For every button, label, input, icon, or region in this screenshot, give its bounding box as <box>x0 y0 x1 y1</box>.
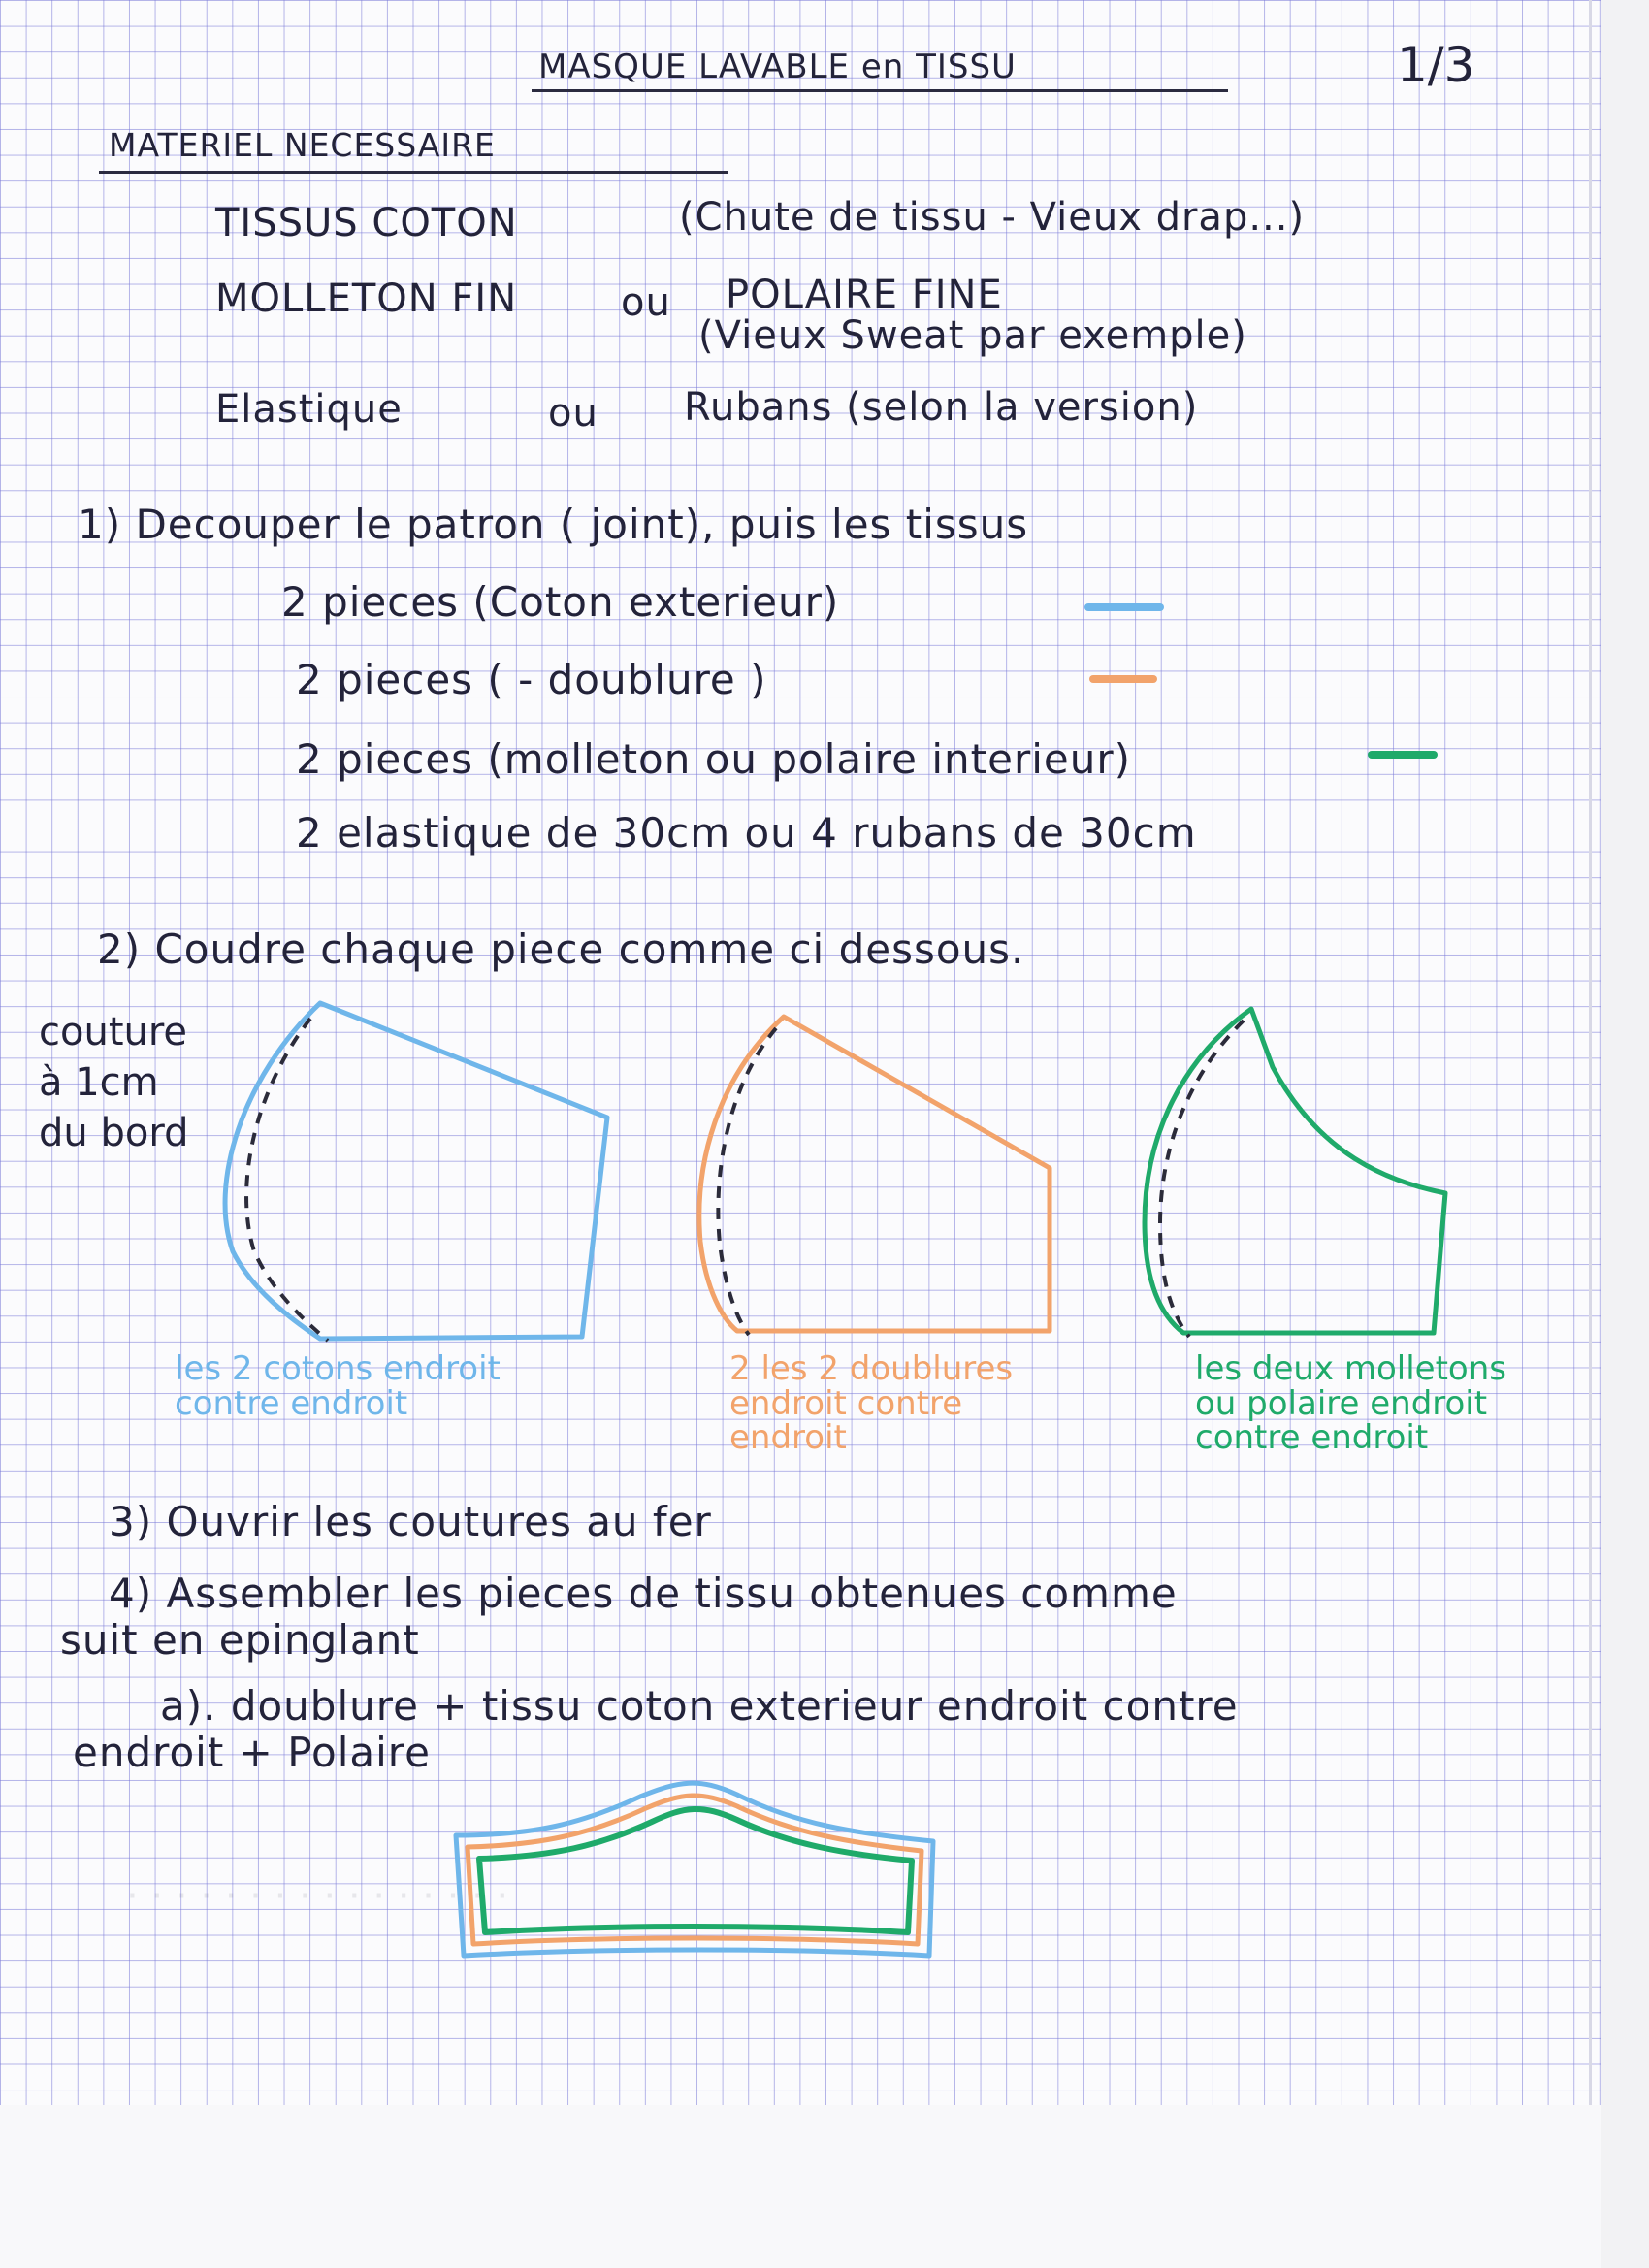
materials-heading: MATERIEL NECESSAIRE <box>109 126 496 164</box>
material-polaire-note: (Vieux Sweat par exemple) <box>698 313 1247 358</box>
blue-pattern-piece <box>225 1003 607 1339</box>
assembled-orange-layer <box>468 1796 922 1944</box>
step-1: 1) Decouper le patron ( joint), puis les tissus <box>78 501 1029 548</box>
step-1-item-1: 2 pieces (Coton exterieur) <box>281 578 840 626</box>
bleed-through-text: · · · · · · · · · · · · · · · · <box>126 1872 509 1917</box>
material-elastic: Elastique <box>215 387 403 432</box>
material-ribbons: Rubans (selon la version) <box>684 385 1199 430</box>
caption-orange: 2 les 2 doublures endroit contre endroit <box>729 1349 1014 1458</box>
material-polaire: POLAIRE FINE <box>726 273 1003 317</box>
step-1-item-4: 2 elastique de 30cm ou 4 rubans de 30cm <box>296 809 1197 857</box>
page-title: MASQUE LAVABLE en TISSU <box>538 48 1017 86</box>
step-1-item-3: 2 pieces (molleton ou polaire interieur) <box>296 735 1131 783</box>
caption-green: les deux molletons ou polaire endroit contre endroit <box>1195 1349 1506 1458</box>
material-molleton: MOLLETON FIN <box>215 276 518 321</box>
material-cotton-note: (Chute de tissu - Vieux drap...) <box>679 195 1306 240</box>
step-2: 2) Coudre chaque piece comme ci dessous. <box>97 925 1025 973</box>
step-4: 4) Assembler les pieces de tissu obtenues comme <box>109 1570 1178 1617</box>
step-4-cont: suit en epinglant <box>60 1616 420 1664</box>
step-1-item-2: 2 pieces ( - doublure ) <box>296 656 767 703</box>
step-4a: a). doublure + tissu coton exterieur endroit contre <box>160 1682 1239 1730</box>
material-cotton: TISSUS COTON <box>215 201 518 245</box>
material-elastic-or: ou <box>548 391 598 436</box>
green-pattern-piece <box>1145 1009 1445 1333</box>
blue-seam-line <box>246 1019 328 1341</box>
green-seam-line <box>1160 1021 1244 1337</box>
step-3: 3) Ouvrir les coutures au fer <box>109 1498 712 1545</box>
step-4a-cont: endroit + Polaire <box>73 1729 431 1776</box>
orange-seam-line <box>718 1028 776 1335</box>
seam-side-note: couture à 1cm du bord <box>39 1010 189 1155</box>
material-molleton-or: ou <box>621 280 671 325</box>
page-number: 1/3 <box>1397 37 1475 93</box>
caption-blue: les 2 cotons endroit contre endroit <box>175 1349 501 1423</box>
